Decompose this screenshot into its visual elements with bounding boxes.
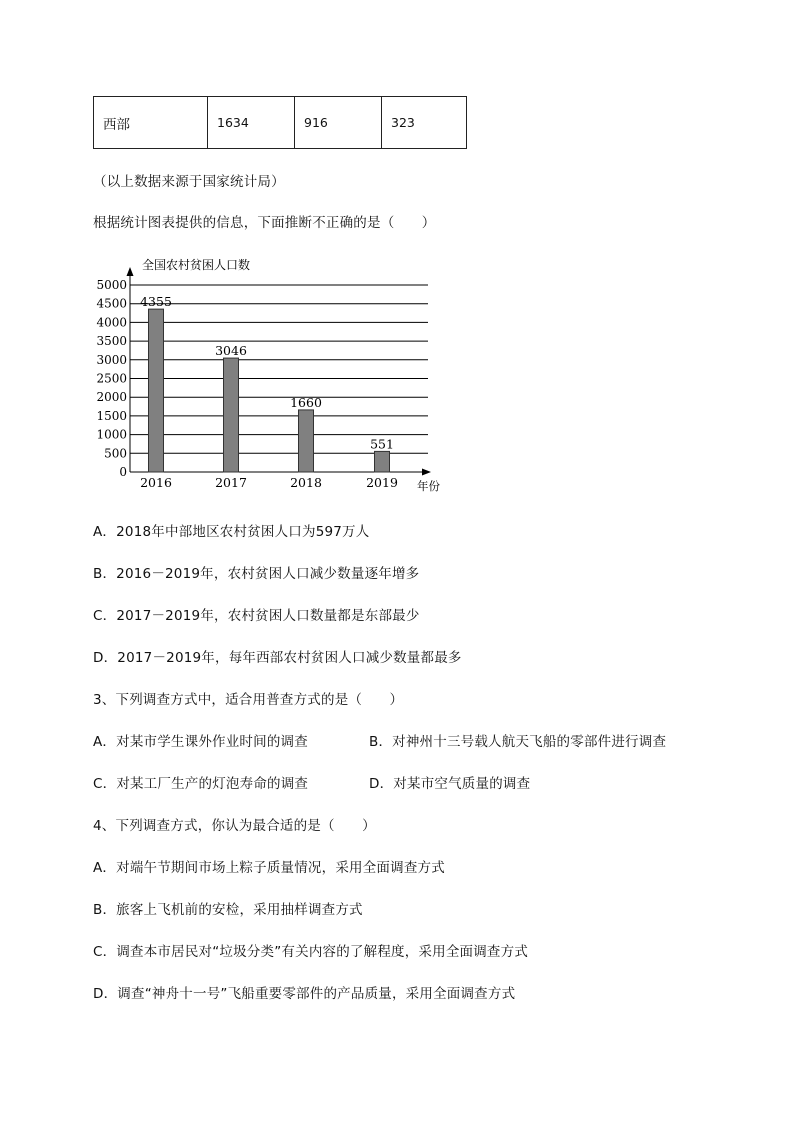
x-tick-label: 2019 bbox=[366, 475, 398, 490]
q3-option-d: D．对某市空气质量的调查 bbox=[369, 776, 531, 792]
y-axis-arrow bbox=[127, 267, 134, 276]
x-tick-label: 2017 bbox=[215, 475, 247, 490]
data-label: 1660 bbox=[290, 394, 322, 410]
x-axis-arrow bbox=[422, 469, 431, 476]
data-label: 3046 bbox=[215, 343, 247, 359]
table-cell: 1634 bbox=[208, 97, 295, 149]
bars bbox=[140, 294, 394, 472]
q3-stem: 3、下列调查方式中，适合用普查方式的是（ ） bbox=[93, 692, 404, 708]
q3-option-c: C．对某工厂生产的灯泡寿命的调查 bbox=[93, 776, 309, 792]
x-axis-label: 年份 bbox=[417, 479, 440, 493]
chart-grid bbox=[130, 285, 428, 453]
q4-stem: 4、下列调查方式，你认为最合适的是（ ） bbox=[93, 818, 376, 834]
table-cell: 323 bbox=[382, 97, 467, 149]
table-cell-region: 西部 bbox=[94, 97, 208, 149]
source-note: （以上数据来源于国家统计局） bbox=[93, 174, 285, 190]
question-prompt: 根据统计图表提供的信息，下面推断不正确的是（ ） bbox=[93, 215, 436, 231]
y-tick-label: 4000 bbox=[96, 315, 127, 330]
q3-option-a: A．对某市学生课外作业时间的调查 bbox=[93, 734, 308, 750]
y-tick-label: 2000 bbox=[96, 390, 127, 405]
poverty-bar-chart bbox=[90, 250, 450, 500]
q4-option-c: C．调查本市居民对“垃圾分类”有关内容的了解程度，采用全面调查方式 bbox=[93, 944, 529, 960]
y-tick-label: 1500 bbox=[96, 408, 127, 423]
x-tick-label: 2018 bbox=[290, 475, 322, 490]
q4-option-a: A．对端午节期间市场上粽子质量情况，采用全面调查方式 bbox=[93, 860, 445, 876]
q3-option-b: B．对神州十三号载人航天飞船的零部件进行调查 bbox=[369, 734, 667, 750]
q4-option-d: D．调查“神舟十一号”飞船重要零部件的产品质量，采用全面调查方式 bbox=[93, 986, 516, 1002]
chart-title: 全国农村贫困人口数 bbox=[142, 258, 251, 272]
q2-option-b: B．2016－2019年，农村贫困人口减少数量逐年增多 bbox=[93, 566, 420, 582]
q2-option-d: D．2017－2019年，每年西部农村贫困人口减少数量都最多 bbox=[93, 650, 462, 666]
q2-option-c: C．2017－2019年，农村贫困人口数量都是东部最少 bbox=[93, 608, 420, 624]
data-label: 551 bbox=[370, 436, 394, 452]
x-tick-label: 2016 bbox=[140, 475, 172, 490]
y-tick-label: 2500 bbox=[96, 371, 127, 386]
y-tick-label: 1000 bbox=[96, 427, 127, 442]
table-cell: 916 bbox=[295, 97, 382, 149]
data-label: 4355 bbox=[140, 294, 172, 310]
bar bbox=[149, 309, 164, 472]
bar bbox=[224, 358, 239, 472]
y-tick-label: 0 bbox=[119, 465, 127, 479]
bar bbox=[375, 451, 390, 472]
y-tick-label: 500 bbox=[104, 446, 127, 461]
y-tick-label: 3500 bbox=[96, 334, 127, 349]
region-data-table bbox=[93, 96, 467, 149]
x-tick-labels bbox=[140, 475, 398, 490]
q2-option-a: A．2018年中部地区农村贫困人口为597万人 bbox=[93, 524, 370, 540]
y-tick-label: 4500 bbox=[96, 296, 127, 311]
y-tick-labels bbox=[96, 278, 127, 479]
y-tick-label: 3000 bbox=[96, 352, 127, 367]
table-row bbox=[94, 97, 467, 149]
q4-option-b: B．旅客上飞机前的安检，采用抽样调查方式 bbox=[93, 902, 363, 918]
y-tick-label: 5000 bbox=[96, 278, 127, 292]
bar bbox=[299, 410, 314, 472]
